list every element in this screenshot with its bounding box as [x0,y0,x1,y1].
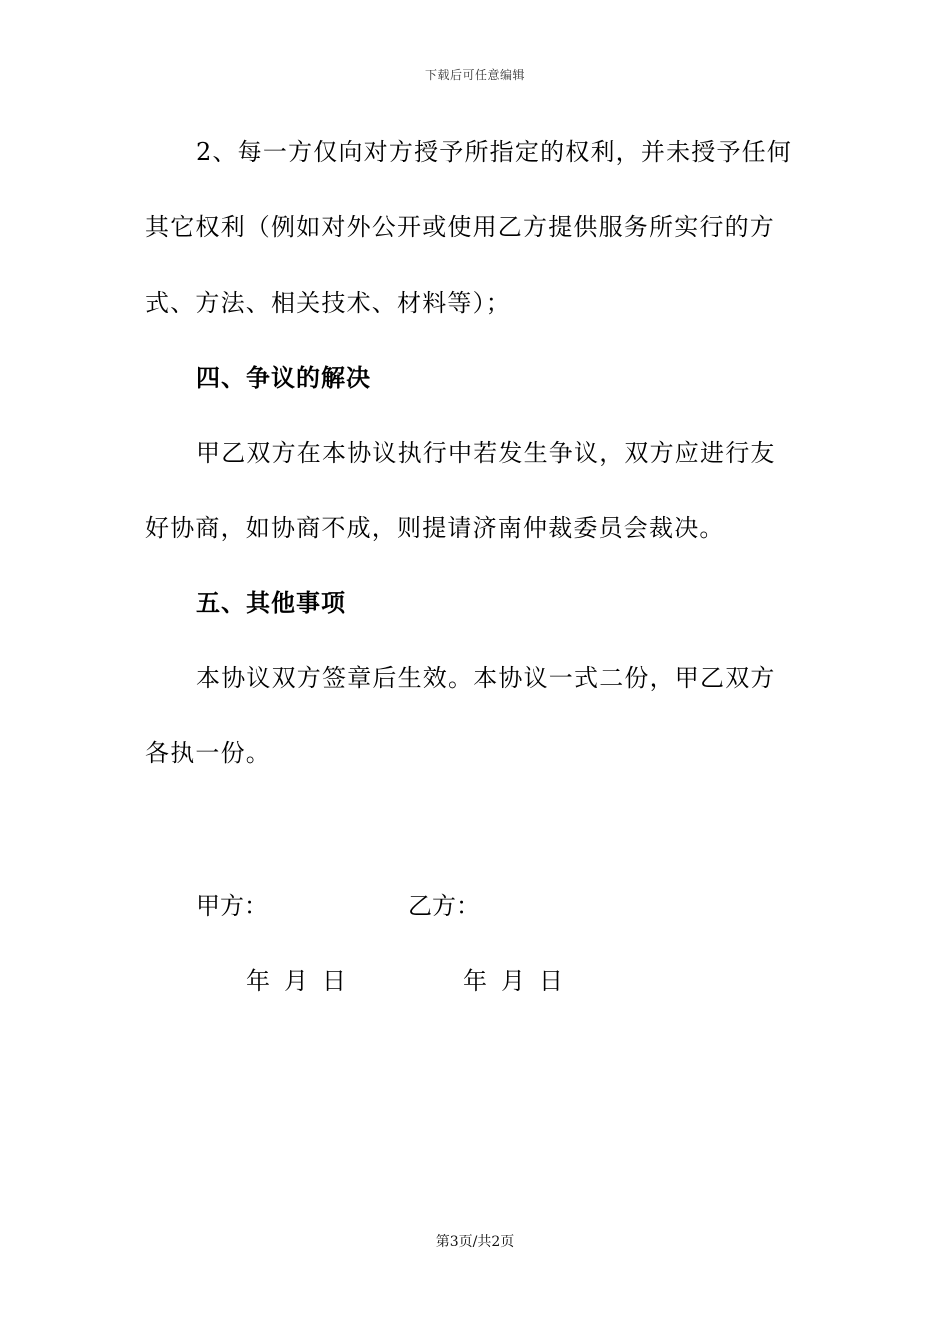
dispute-para-line-1: 甲乙双方在本协议执行中若发生争议，双方应进行友 [196,439,776,467]
dispute-para-line-2: 好协商，如协商不成，则提请济南仲裁委员会裁决。 [145,514,725,542]
date-day: 日 [539,967,563,995]
clause-2-line-2: 其它权利（例如对外公开或使用乙方提供服务所实行的方 [145,213,775,241]
page-footer: 第3页/共2页 [435,1234,515,1250]
other-para-line-2: 各执一份。 [145,739,271,767]
party-b-date [463,961,563,996]
date-month: 月 [501,967,525,995]
party-a-label: 甲方： [196,892,268,920]
page-header: 下载后可任意编辑 [424,68,525,82]
clause-2-line-1: 2、每一方仅向对方授予所指定的权利，并未授予任何 [196,138,793,166]
party-a-date [246,961,346,996]
section-4-heading: 四、争议的解决 [196,363,371,392]
date-year: 年 [246,967,270,995]
other-para-line-1: 本协议双方签章后生效。本协议一式二份，甲乙双方 [196,664,776,692]
section-5-heading: 五、其他事项 [196,588,346,617]
party-b-label: 乙方： [408,892,480,920]
clause-2-line-3: 式、方法、相关技术、材料等）； [145,289,511,317]
date-day: 日 [322,967,346,995]
date-month: 月 [284,967,308,995]
date-year: 年 [463,967,487,995]
